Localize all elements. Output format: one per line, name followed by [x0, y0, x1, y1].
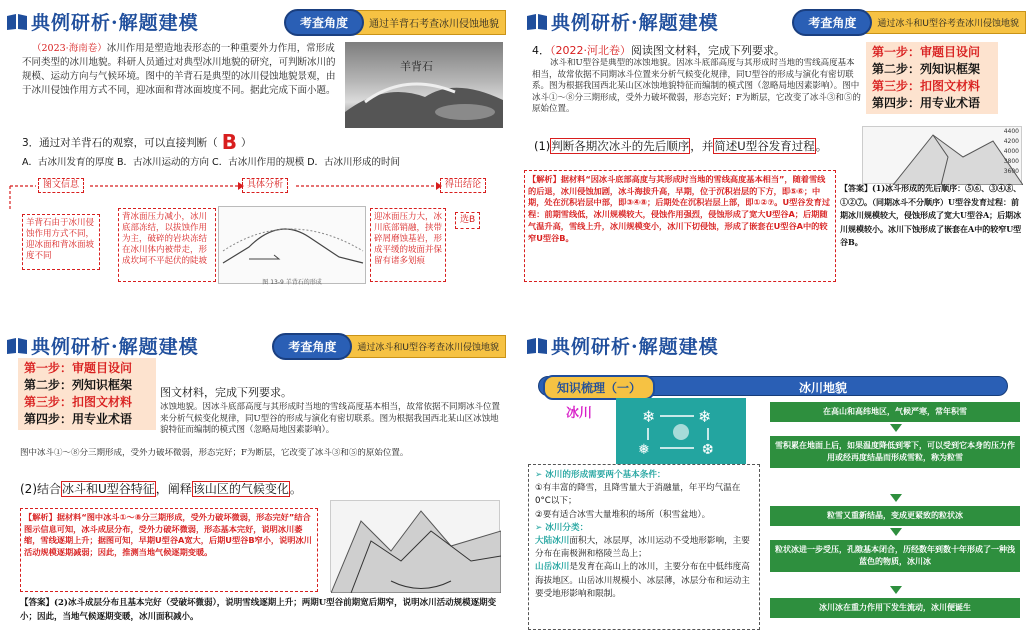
flow-arrow — [890, 424, 902, 432]
question-lead: 图文材料，完成下列要求。 — [160, 386, 292, 399]
question-part-2 — [20, 480, 302, 497]
condition-2: ②要有适合冰雪大量堆积的场所（积雪盆地）。 — [535, 509, 711, 520]
step-2: 第二步：列知识框架 — [872, 62, 981, 76]
book-icon — [526, 13, 548, 31]
section-title: 知识梳理（一） — [543, 375, 655, 400]
question-text: 冰川作用是塑造地表形态的一种重要外力作用，常形成不同类型的冰川地貌。科研人员通过对典型冰川地貌的研究，可判断冰川的规模、运动方向与气候环境。图中的羊背石是典型的冰川侵蚀地貌景观，由于冰川侵蚀作用方式不同，迎冰面和背冰面坡度不同。据此完成下面小题。 — [22, 43, 336, 96]
axis-tick: 4200 — [1003, 138, 1019, 145]
solving-steps — [866, 42, 998, 114]
book-icon — [6, 13, 28, 31]
question-3 — [22, 130, 251, 154]
glacier-conditions-box — [528, 464, 760, 630]
analysis-box-front: 迎冰面压力大，冰川底部销融，挟带碎屑磨蚀基岩，形成平缓的坡面并保留有诸多划痕 — [370, 208, 446, 282]
question-source: （2022·河北卷） — [550, 44, 631, 57]
info-box: 羊背石由于冰川侵蚀作用方式不同，迎冰面和背冰面坡度不同 — [22, 214, 100, 270]
answer-text: 【答案】(2)冰斗成层分布且基本完好（受破坏微弱），说明雪线逐期上升；两期U型谷前期宽后期窄，说明冰川活动规模逐期变小；因此，当地气候逐期变暖，冰川面积减小。 — [20, 598, 497, 622]
brand-title — [526, 332, 719, 359]
question-line: 图中冰斗①～⑧分三期形成，受外力破坏微弱，形态完好；F为断层，它改变了冰斗③和⑤的原始位置。 — [20, 448, 409, 458]
type-text: 是发育在高山上的冰川，主要分布在中低纬度高海拔地区。山岳冰川规模小、冰层薄，冰层分布和运动主要受地形影响和限制。 — [535, 562, 750, 599]
axis-tick: 3600 — [1003, 168, 1019, 175]
topic-title: 冰川地貌 — [799, 381, 848, 395]
cirque-diagram — [862, 126, 1022, 184]
label-analysis: 具体分析 — [242, 178, 288, 193]
question-lead: 阅读图文材料，完成下列要求。 — [631, 44, 785, 57]
analysis-box: 【解析】据材料“因冰斗底部高度与其形成时当地的雪线高度基本相当”，随着雪线的后退，冰川侵蚀加剧，冰斗海拔升高，早期，位于沉积岩层的下方，即⑤⑥；中期，处在沉积岩层中部，即③④⑧；后期处在沉积岩层上部，即①②⑦。U型谷发育过程：前期雪线低，冰川规模较大，侵蚀作用强烈，侵蚀形成了宽大U型谷A；后期随气温升高，雪线上升，冰川规模变小，冰川下切侵蚀，形成了嵌套在U型谷A中的较窄U型谷B。 — [524, 170, 836, 282]
section-banner — [538, 376, 1008, 396]
label-conclusion: 得出结论 — [440, 178, 486, 193]
part-1-number: (1) — [534, 139, 551, 153]
tag-label: 考查角度 — [284, 9, 364, 36]
exam-angle-tag — [792, 10, 1026, 34]
brand-text: 典例研析·解题建模 — [31, 12, 199, 34]
figure-caption: 图 13-9 羊背石的形成 — [262, 279, 322, 286]
part-1-join: ，并 — [690, 139, 714, 153]
tag-label: 考查角度 — [792, 9, 872, 36]
svg-text:❄: ❄ — [698, 407, 712, 426]
analysis-box: 【解析】据材料“图中冰斗①～⑧分三期形成，受外力破坏微弱，形态完好”结合图示信息可知，冰斗成层分布，受外力破坏微弱，形态基本完好，说明冰川萎缩，雪线逐期上升；据图可知，早期U型谷A宽大，后期U型谷B窄小，说明冰川活动规模逐期减弱；因此，推测当地气候逐期变暖。 — [20, 508, 318, 592]
axis-tick: 3800 — [1003, 158, 1019, 165]
question-number: 4． — [532, 44, 550, 57]
brand-title — [6, 332, 199, 359]
svg-text:❅: ❅ — [638, 442, 650, 458]
question-3-text: 3．通过对羊背石的观察，可以直接判断（ — [22, 136, 218, 149]
answer-options: A．古冰川发育的厚度 B．古冰川运动的方向 C．古冰川作用的规模 D．古冰川形成的时间 — [22, 157, 401, 168]
flow-step-1: 在高山和高纬地区，气候严寒，常年积雪 — [770, 402, 1020, 422]
brand-title — [6, 8, 199, 35]
slide-knowledge-review — [520, 324, 1030, 636]
slide-header — [520, 324, 1030, 364]
part-1-task-a: 判断各期次冰斗的先后顺序 — [551, 139, 690, 153]
flow-arrow — [890, 528, 902, 536]
part-1-task-b: 简述U型谷发育过程 — [714, 139, 815, 153]
svg-text:❆: ❆ — [702, 442, 714, 458]
cycle-svg — [616, 398, 746, 464]
question-text: 冰斗和U型谷是典型的冰蚀地貌。因冰斗底部高度与其形成时当地的雪线高度基本相当，故常依据不同期冰斗位置来分析气候变化规律，同U型谷的形成与演化有密切联系。图为根据我国西北某山区冰蚀地貌特征而编制的模式图（忽略局地因素影响）。图中冰斗①～⑧分三期形成，受外力破坏微弱，形态完好；F为断层，它改变了冰斗③和⑤的原始位置。 — [532, 58, 861, 115]
step-3: 第三步：扣图文材料 — [24, 395, 133, 409]
flow-arrow — [890, 586, 902, 594]
type-mountain — [535, 561, 753, 601]
tag-description: 通过冰斗和U型谷考查冰川侵蚀地貌 — [862, 11, 1026, 34]
step-3: 第三步：扣图文材料 — [872, 79, 981, 93]
type-name: 大陆冰川 — [535, 536, 570, 547]
step-2: 第二步：列知识框架 — [24, 378, 133, 392]
axis-tick: 4000 — [1003, 148, 1019, 155]
answer-letter: B — [221, 130, 237, 154]
flow-step-2: 雪积累在地面上后，如果温度降低到零下，可以受到它本身的压力作用或经再度结晶而形成雪粒，称为粒雪 — [770, 436, 1020, 468]
step-4: 第四步：用专业术语 — [872, 96, 981, 110]
elevation-axis — [1004, 127, 1019, 177]
diagram-svg — [219, 207, 367, 273]
exam-angle-tag — [272, 334, 506, 358]
book-icon — [526, 337, 548, 355]
tag-description: 通过冰斗和U型谷考查冰川侵蚀地貌 — [342, 335, 506, 358]
glacier-label: 冰川 — [566, 406, 593, 421]
question-part-1 — [534, 138, 827, 154]
sheep-rock-diagram — [218, 206, 366, 284]
types-heading: ➢ 冰川分类： — [535, 522, 589, 533]
svg-text:❄: ❄ — [642, 407, 656, 426]
exam-angle-tag — [284, 10, 506, 34]
slide-header — [0, 0, 510, 40]
label-info: 图文信息 — [38, 178, 84, 193]
flow-step-5: 冰川冰在重力作用下发生流动，冰川便诞生 — [770, 598, 1020, 618]
slide-cirque-sequence — [520, 0, 1030, 312]
conditions-heading: ➢ 冰川的形成需要两个基本条件： — [535, 470, 666, 480]
question-stem — [22, 42, 337, 126]
type-continental — [535, 535, 753, 561]
type-name: 山岳冰川 — [535, 562, 570, 573]
sheep-rock-photo — [345, 42, 503, 128]
flow-arrow — [890, 494, 902, 502]
flow-step-4: 粒状冰进一步受压，孔隙基本闭合，历经数年到数十年形成了一种浅蓝色的物质，冰川冰 — [770, 540, 1020, 572]
step-4: 第四步：用专业术语 — [24, 412, 133, 426]
slide-sheep-rock — [0, 0, 510, 312]
solving-steps — [18, 358, 156, 430]
slide-header — [520, 0, 1030, 40]
photo-label: 羊背石 — [400, 60, 433, 73]
flow-step-3: 粒雪又重新结晶，变成更紧致的粒状冰 — [770, 506, 1020, 526]
conclusion-box: 选B — [455, 212, 480, 229]
answer-text: 【答案】(1)冰斗形成的先后顺序：⑤⑥、③④⑧、①②⑦。（同期冰斗不分顺序）U型谷发育过程：前期冰川规模较大，侵蚀形成了宽大U型谷A；后期冰川规模较小。冰川下蚀形成了嵌套在A中的较窄U型谷B。 — [840, 183, 1022, 247]
condition-1: ①有丰富的降雪，且降雪量大于消融量，年平均气温在0°C以下； — [535, 483, 741, 507]
step-1: 第一步：审题目设问 — [872, 45, 981, 59]
type-text: 面积大，冰层厚，冰川运动不受地形影响，主要分布在南极洲和格陵兰岛上； — [535, 536, 750, 560]
part-1-end: 。 — [815, 139, 828, 153]
part-2-number: (2)结合 — [20, 482, 61, 496]
question-source: （2023·海南卷） — [32, 43, 107, 54]
question-text: 冰蚀地貌。因冰斗底部高度与其形成时当地的雪线高度基本相当，故常依据不同期冰斗位置来分析气候变化规律，同U型谷的形成与演化有密切联系。图为根据我国西北某山区冰蚀地貌特征而编制的模式图（忽略局地因素影响）。 — [160, 402, 500, 435]
brand-text: 典例研析·解题建模 — [551, 12, 719, 34]
step-1: 第一步：审题目设问 — [24, 361, 133, 375]
brand-title — [526, 8, 719, 35]
slide-climate-change — [0, 324, 510, 636]
rock-illustration — [345, 42, 503, 128]
analysis-box-back: 背冰面压力减小，冰川底部冻结，以拔蚀作用为主，破碎的岩块冻结在冰川体内被带走，形成坎坷不平起伏的陡坡 — [118, 208, 216, 282]
part-2-task-b: 该山区的气候变化 — [192, 482, 289, 496]
tag-label: 考查角度 — [272, 333, 352, 360]
brand-text: 典例研析·解题建模 — [551, 336, 719, 358]
snow-cycle-illustration — [616, 398, 746, 464]
part-2-task-a: 冰斗和U型谷特征 — [62, 482, 155, 496]
tag-description: 通过羊背石考查冰川侵蚀地貌 — [354, 10, 506, 35]
question-header — [532, 42, 785, 58]
u-valley-diagram — [330, 500, 500, 592]
axis-tick: 4400 — [1003, 128, 1019, 135]
brand-text: 典例研析·解题建模 — [31, 336, 199, 358]
valley-svg — [331, 501, 501, 593]
part-2-end: 。 — [289, 482, 302, 496]
part-2-join: ，阐释 — [155, 482, 192, 496]
mountain-svg — [863, 127, 1023, 185]
book-icon — [6, 337, 28, 355]
question-3-end: ） — [240, 136, 252, 149]
